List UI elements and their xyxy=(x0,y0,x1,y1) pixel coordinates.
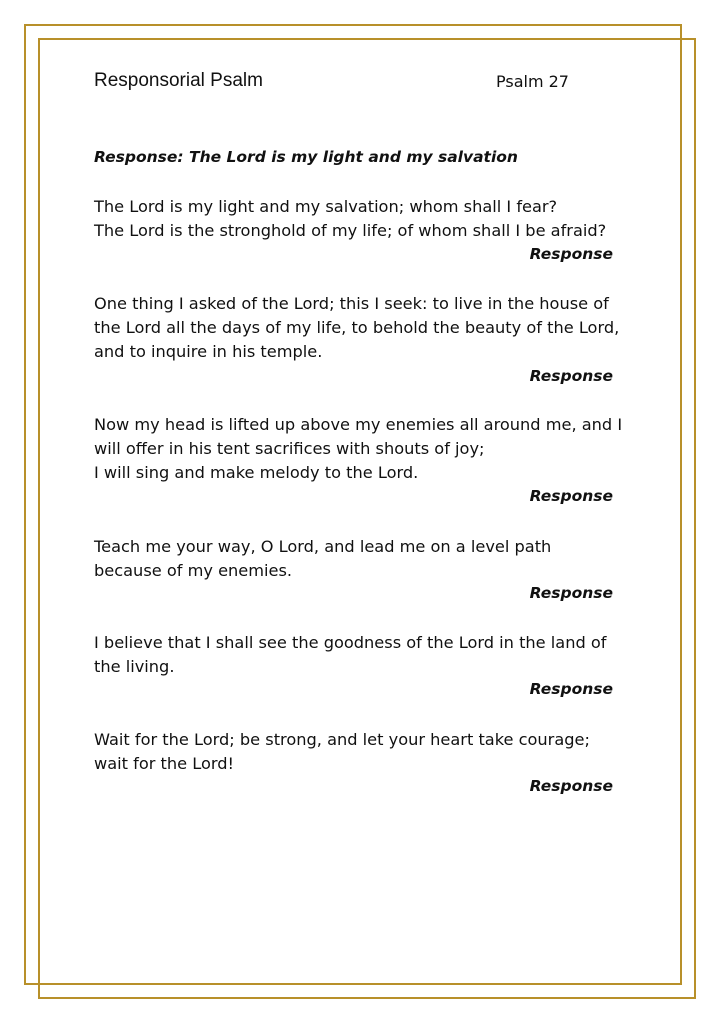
verse-2 xyxy=(94,292,654,364)
response-cue: Response xyxy=(529,487,613,505)
verse-line: the Lord all the days of my life, to behold the beauty of the Lord, xyxy=(94,318,620,337)
response-cue: Response xyxy=(529,367,613,385)
psalm-reference: Psalm 27 xyxy=(496,72,569,91)
response-cue: Response xyxy=(529,584,613,602)
verse-line: Now my head is lifted up above my enemies all around me, and I xyxy=(94,415,623,434)
verse-line: will offer in his tent sacrifices with shouts of joy; xyxy=(94,439,485,458)
response-refrain: Response: The Lord is my light and my salvation xyxy=(94,148,518,166)
verse-4 xyxy=(94,535,654,583)
verse-line: The Lord is the stronghold of my life; of whom shall I be afraid? xyxy=(94,221,607,240)
verse-line: Teach me your way, O Lord, and lead me on a level path xyxy=(94,537,552,556)
verse-line: wait for the Lord! xyxy=(94,754,235,773)
verse-line: because of my enemies. xyxy=(94,561,293,580)
verse-line: One thing I asked of the Lord; this I seek: to live in the house of xyxy=(94,294,609,313)
verse-line: I believe that I shall see the goodness of the Lord in the land of xyxy=(94,633,607,652)
response-cue: Response xyxy=(529,245,613,263)
verse-line: Wait for the Lord; be strong, and let your heart take courage; xyxy=(94,730,590,749)
response-cue: Response xyxy=(529,777,613,795)
verse-line: and to inquire in his temple. xyxy=(94,342,323,361)
verse-3 xyxy=(94,413,654,485)
verse-line: the living. xyxy=(94,657,175,676)
verse-6 xyxy=(94,728,654,776)
verse-5 xyxy=(94,631,654,679)
verse-line: I will sing and make melody to the Lord. xyxy=(94,463,419,482)
verse-1 xyxy=(94,195,654,243)
page-title: Responsorial Psalm xyxy=(94,70,263,91)
decorative-border-front xyxy=(38,38,696,999)
response-cue: Response xyxy=(529,680,613,698)
verse-line: The Lord is my light and my salvation; whom shall I fear? xyxy=(94,197,558,216)
